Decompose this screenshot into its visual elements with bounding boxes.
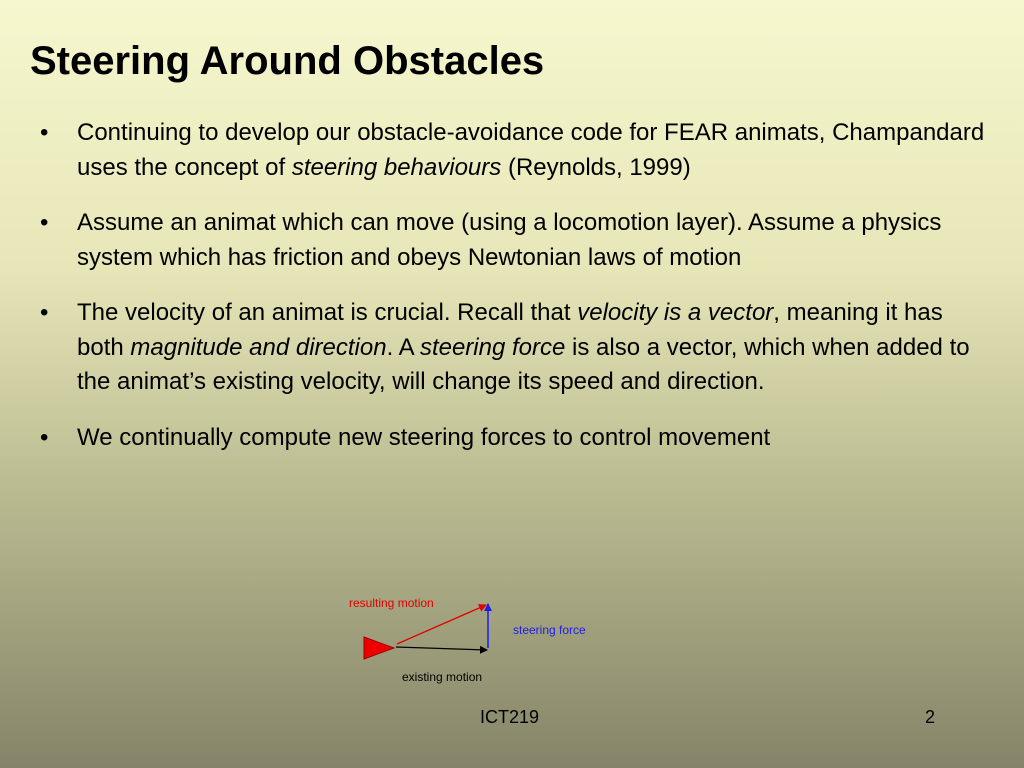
steering-force-label: steering force (513, 623, 586, 637)
slide-number: 2 (925, 707, 936, 727)
bullet-dot: • (40, 299, 49, 326)
bullet-emphasis: steering behaviours (291, 153, 502, 181)
resulting-motion-arrow (397, 605, 486, 644)
bullet-text: is also a vector, which when added to the animat’s existing velocity, will change its speed and direction. (77, 333, 970, 395)
bullet-text: Continuing to develop our obstacle-avoidance code for FEAR animats, Champandard uses the concept of (77, 119, 985, 181)
resulting-motion-label: resulting motion (349, 596, 434, 610)
bullet-item (40, 116, 990, 185)
bullet-dot: • (40, 119, 49, 146)
footer-course: ICT219 (480, 707, 540, 727)
bullet-dot: • (40, 209, 49, 236)
bullet-text: Assume an animat which can move (using a locomotion layer). Assume a physics system which has friction and obeys Newtonian laws of motion (77, 209, 942, 271)
bullet-emphasis: steering force (419, 333, 566, 361)
slide-title: Steering Around Obstacles (30, 39, 545, 83)
steering-diagram (330, 590, 620, 690)
existing-motion-arrow (396, 647, 487, 650)
existing-motion-label: existing motion (402, 670, 483, 684)
bullet-item (40, 296, 990, 400)
bullet-text: (Reynolds, 1999) (501, 153, 691, 181)
bullet-item (40, 421, 990, 456)
animat-triangle-icon (364, 637, 394, 659)
bullet-text: . A (386, 333, 420, 361)
bullet-list (40, 116, 990, 476)
bullet-dot: • (40, 423, 49, 451)
bullet-item (40, 206, 990, 275)
bullet-emphasis: velocity is a vector (577, 299, 774, 326)
bullet-text: The velocity of an animat is crucial. Recall that (77, 299, 578, 326)
bullet-text: We continually compute new steering forces to control movement (77, 423, 771, 451)
bullet-text: , meaning it has both (77, 299, 943, 361)
bullet-emphasis: magnitude and direction (130, 333, 387, 361)
